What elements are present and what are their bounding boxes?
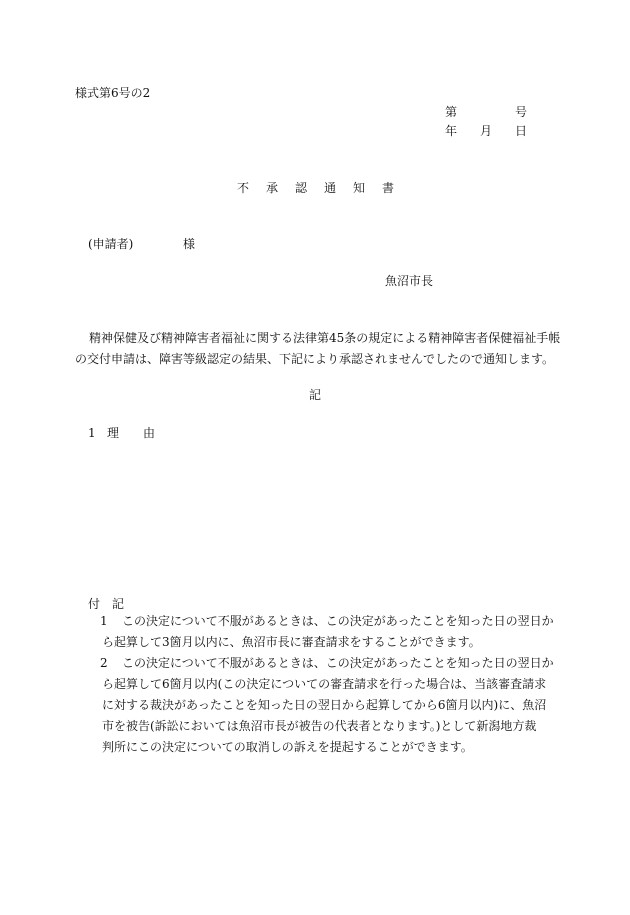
form-number: 様式第6号の2 bbox=[75, 86, 151, 100]
title-char: 認 bbox=[295, 181, 308, 195]
reason-label-char: 由 bbox=[143, 426, 156, 440]
note-line: 市を被告(訴訟においては魚沼市長が被告の代表者となります。)として新潟地方裁 bbox=[102, 719, 537, 733]
applicant-honorific: 様 bbox=[183, 237, 196, 251]
title-char: 通 bbox=[324, 181, 337, 195]
doc-number-prefix: 第 bbox=[445, 105, 458, 119]
note-line: 判所にこの決定についての取消しの訴えを提起することができます。 bbox=[102, 740, 473, 754]
date-year: 年 bbox=[445, 124, 458, 138]
note-line: に対する裁決があったことを知った日の翌日から起算してから6箇月以内)に、魚沼 bbox=[102, 698, 547, 712]
note-line: この決定について不服があるときは、この決定があったことを知った日の翌日か bbox=[122, 614, 554, 628]
applicant-label: (申請者) bbox=[88, 237, 134, 251]
title-char: 不 bbox=[237, 181, 250, 195]
note-item bbox=[96, 653, 556, 674]
date-month: 月 bbox=[480, 124, 493, 138]
notes-list bbox=[96, 611, 556, 758]
note-line: ら起算して6箇月以内(この決定についての審査請求を行った場合は、当該審査請求 bbox=[102, 677, 547, 691]
reason-label-char: 理 bbox=[107, 426, 120, 440]
title-char: 承 bbox=[266, 181, 279, 195]
body-line: 精神保健及び精神障害者福祉に関する法律第45条の規定による精神障害者保健福祉手帳 bbox=[89, 331, 561, 345]
date-day: 日 bbox=[515, 124, 528, 138]
doc-number-suffix: 号 bbox=[515, 105, 528, 119]
reason-number: 1 bbox=[88, 426, 96, 440]
notes-header-char: 付 bbox=[88, 597, 101, 611]
ki-heading: 記 bbox=[309, 388, 322, 402]
body-line: の交付申請は、障害等級認定の結果、下記により承認されませんでしたので通知します。 bbox=[75, 352, 555, 366]
title-char: 書 bbox=[382, 181, 395, 195]
note-number: 1 bbox=[100, 614, 108, 628]
body-paragraph bbox=[75, 328, 561, 370]
note-line: ら起算して3箇月以内に、魚沼市長に審査請求をすることができます。 bbox=[102, 635, 481, 649]
title-char: 知 bbox=[353, 181, 366, 195]
notes-header-char: 記 bbox=[112, 597, 125, 611]
note-line: この決定について不服があるときは、この決定があったことを知った日の翌日か bbox=[122, 656, 554, 670]
note-number: 2 bbox=[100, 656, 108, 670]
note-item bbox=[96, 611, 556, 632]
issuer-name: 魚沼市長 bbox=[385, 274, 434, 288]
